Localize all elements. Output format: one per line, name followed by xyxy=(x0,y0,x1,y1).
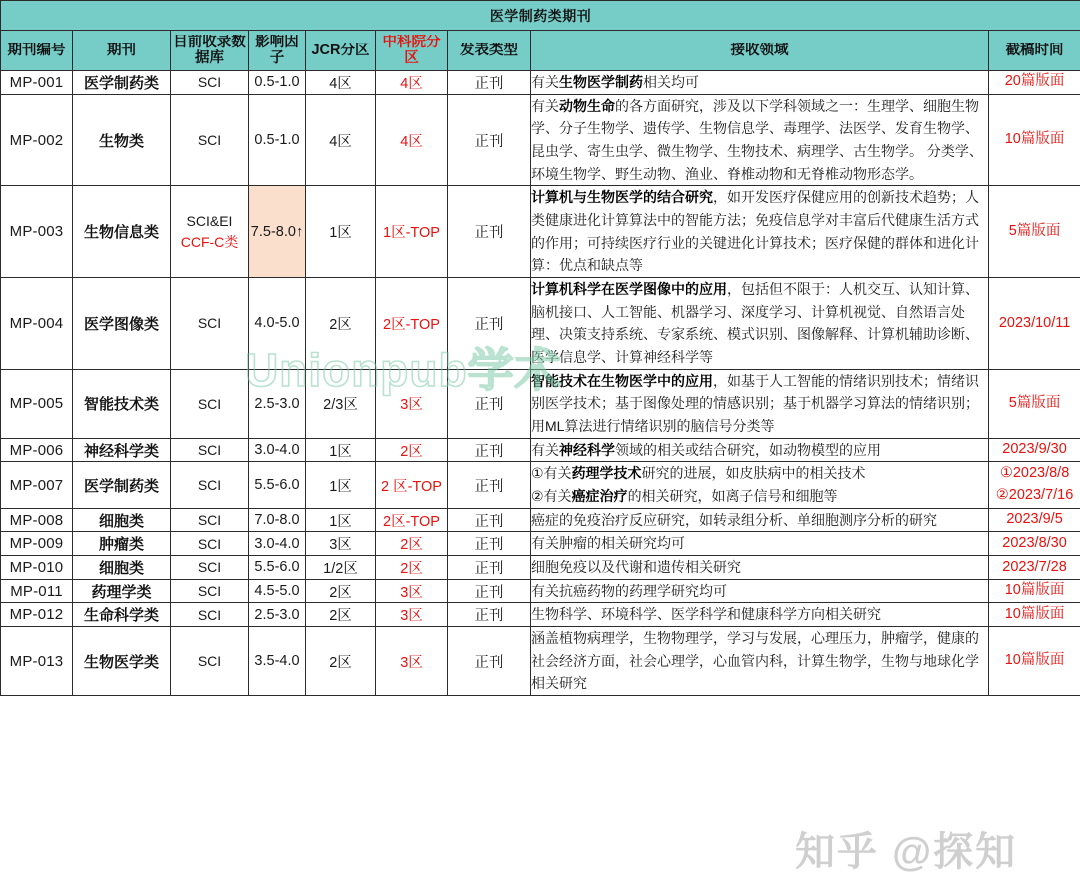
cell-database[interactable] xyxy=(171,627,249,696)
cell-cas-quartile[interactable]: 2区 xyxy=(376,556,448,580)
cell-journal-id[interactable]: MP-004 xyxy=(1,278,73,370)
table-row xyxy=(1,462,1080,508)
cell-publish-type[interactable]: 正刊 xyxy=(448,556,531,580)
cell-journal-id[interactable]: MP-011 xyxy=(1,579,73,603)
cell-jcr-quartile[interactable]: 1区 xyxy=(306,508,376,532)
table-title-row xyxy=(1,1,1080,31)
cell-jcr-quartile[interactable]: 2/3区 xyxy=(306,369,376,438)
field-suffix: 生物科学、环境科学、医学科学和健康科学方向相关研究 xyxy=(531,606,881,623)
column-header-impact-factor-label: 影响因子 xyxy=(255,35,299,66)
cell-impact-factor[interactable]: 0.5-1.0 xyxy=(249,71,306,95)
cell-publish-type[interactable]: 正刊 xyxy=(448,462,531,508)
field-suffix: 领域的相关或结合研究，如动物模型的应用 xyxy=(615,441,881,458)
table-row xyxy=(1,186,1080,278)
cell-cas-quartile[interactable]: 2区-TOP xyxy=(376,508,448,532)
cell-deadline[interactable]: 5篇版面 xyxy=(989,369,1080,438)
cell-publish-type[interactable]: 正刊 xyxy=(448,186,531,278)
field-suffix: 涵盖植物病理学，生物物理学，学习与发展，心理压力，肿瘤学，健康的社会经济方面，社会心理学，心血管内科，计算生物学，生物与地球化学相关研究 xyxy=(531,630,979,692)
page-title: 医学制药类期刊 xyxy=(1,1,1080,31)
table-body xyxy=(1,71,1080,696)
field-suffix: 相关均可 xyxy=(643,74,699,90)
column-header-deadline[interactable] xyxy=(989,31,1080,71)
cell-journal[interactable]: 智能技术类 xyxy=(73,369,171,438)
cell-field[interactable] xyxy=(531,603,989,627)
cell-journal-id[interactable]: MP-010 xyxy=(1,556,73,580)
cell-jcr-quartile[interactable]: 4区 xyxy=(306,71,376,95)
database-name: SCI xyxy=(197,131,222,148)
cell-field[interactable] xyxy=(531,369,989,438)
cell-journal-id[interactable]: MP-003 xyxy=(1,186,73,278)
cell-journal-id[interactable]: MP-008 xyxy=(1,508,73,532)
cell-publish-type[interactable]: 正刊 xyxy=(448,532,531,556)
field-bold-term: 生物医学制药 xyxy=(559,74,643,90)
field-suffix: ，如开发医疗保健应用的创新技术趋势；人类健康进化计算算法中的智能方法；免疫信息学对丰富后代健康生活方式的作用；可持续医疗行业的关键进化计算技术；医疗保健的群体和进化计算：优点和缺点等 xyxy=(531,189,979,274)
cell-deadline[interactable]: 10篇版面 xyxy=(989,579,1080,603)
database-name: SCI xyxy=(197,606,222,623)
cell-cas-quartile[interactable]: 3区 xyxy=(376,369,448,438)
cell-deadline[interactable]: 2023/7/28 xyxy=(989,556,1080,580)
database-ccf-note: CCF-C类 xyxy=(180,233,239,250)
cell-database[interactable] xyxy=(171,71,249,95)
column-header-jcr-label: JCR分区 xyxy=(311,42,370,58)
cell-publish-type[interactable]: 正刊 xyxy=(448,278,531,370)
cell-journal[interactable]: 生命科学类 xyxy=(73,603,171,627)
cell-field[interactable] xyxy=(531,186,989,278)
table-row xyxy=(1,508,1080,532)
cell-journal[interactable]: 医学制药类 xyxy=(73,462,171,508)
field-suffix: 的相关研究，如离子信号和细胞等 xyxy=(627,488,838,505)
cell-jcr-quartile[interactable]: 2区 xyxy=(306,579,376,603)
cell-database[interactable] xyxy=(171,603,249,627)
cell-database[interactable] xyxy=(171,556,249,580)
cell-database[interactable] xyxy=(171,579,249,603)
column-header-deadline-label: 截稿时间 xyxy=(1005,42,1064,58)
cell-database[interactable] xyxy=(171,94,249,186)
cell-jcr-quartile[interactable]: 4区 xyxy=(306,94,376,186)
cell-journal-id[interactable]: MP-005 xyxy=(1,369,73,438)
cell-field[interactable] xyxy=(531,278,989,370)
cell-deadline[interactable]: 10篇版面 xyxy=(989,603,1080,627)
cell-database[interactable] xyxy=(171,532,249,556)
deadline-line: ②2023/7/16 xyxy=(995,487,1074,504)
cell-database[interactable] xyxy=(171,462,249,508)
field-prefix: 有关 xyxy=(531,74,559,90)
table-row xyxy=(1,532,1080,556)
field-bold-term: 动物生命 xyxy=(559,97,615,114)
database-name: SCI xyxy=(197,441,222,458)
cell-field[interactable] xyxy=(531,508,989,532)
cell-journal-id[interactable]: MP-001 xyxy=(1,71,73,95)
database-name: SCI xyxy=(197,476,222,493)
cell-publish-type[interactable]: 正刊 xyxy=(448,438,531,462)
cell-jcr-quartile[interactable]: 1区 xyxy=(306,462,376,508)
cell-journal-id[interactable]: MP-006 xyxy=(1,438,73,462)
field-line xyxy=(531,485,988,508)
table-row xyxy=(1,369,1080,438)
table-row xyxy=(1,603,1080,627)
cell-deadline[interactable]: 2023/8/30 xyxy=(989,532,1080,556)
zhihu-watermark: 知乎 @探知 xyxy=(795,830,1018,874)
cell-cas-quartile[interactable]: 4区 xyxy=(376,71,448,95)
cell-cas-quartile[interactable]: 2 区-TOP xyxy=(376,462,448,508)
cell-journal-id[interactable]: MP-009 xyxy=(1,532,73,556)
cell-jcr-quartile[interactable]: 1区 xyxy=(306,438,376,462)
column-header-jcr[interactable] xyxy=(306,31,376,71)
database-name: SCI xyxy=(197,315,222,332)
field-bold-term: 计算机与生物医学的结合研究 xyxy=(531,189,713,206)
cell-publish-type[interactable]: 正刊 xyxy=(448,71,531,95)
cell-journal[interactable]: 药理学类 xyxy=(73,579,171,603)
cell-database[interactable] xyxy=(171,278,249,370)
field-suffix: 有关肿瘤的相关研究均可 xyxy=(531,535,685,552)
cell-impact-factor[interactable]: 4.0-5.0 xyxy=(249,278,306,370)
table-row xyxy=(1,71,1080,95)
cell-cas-quartile[interactable]: 2区-TOP xyxy=(376,278,448,370)
cell-journal-id[interactable]: MP-012 xyxy=(1,603,73,627)
column-header-impact-factor[interactable] xyxy=(249,31,306,71)
cell-cas-quartile[interactable]: 3区 xyxy=(376,627,448,696)
column-header-cas-label: 中科院分区 xyxy=(382,35,441,66)
cell-cas-quartile[interactable]: 2区 xyxy=(376,532,448,556)
cell-publish-type[interactable]: 正刊 xyxy=(448,627,531,696)
cell-impact-factor[interactable]: 4.5-5.0 xyxy=(249,579,306,603)
cell-impact-factor[interactable]: 0.5-1.0 xyxy=(249,94,306,186)
database-name: SCI xyxy=(197,74,222,91)
cell-jcr-quartile[interactable]: 2区 xyxy=(306,278,376,370)
cell-journal[interactable]: 医学图像类 xyxy=(73,278,171,370)
cell-deadline[interactable] xyxy=(989,462,1080,508)
cell-database[interactable] xyxy=(171,508,249,532)
column-header-journal-id-label: 期刊编号 xyxy=(7,42,66,58)
cell-jcr-quartile[interactable]: 2区 xyxy=(306,627,376,696)
column-header-field-label: 接收领域 xyxy=(730,42,789,58)
cell-journal[interactable]: 生物信息类 xyxy=(73,186,171,278)
table-row xyxy=(1,278,1080,370)
cell-jcr-quartile[interactable]: 3区 xyxy=(306,532,376,556)
cell-field[interactable] xyxy=(531,94,989,186)
database-name: SCI xyxy=(197,559,222,576)
cell-publish-type[interactable]: 正刊 xyxy=(448,369,531,438)
cell-deadline[interactable]: 10篇版面 xyxy=(989,627,1080,696)
cell-publish-type[interactable]: 正刊 xyxy=(448,579,531,603)
database-name: SCI xyxy=(197,582,222,599)
field-suffix: ，包括但不限于：人机交互、认知计算、脑机接口、人工智能、机器学习、深度学习、计算机视觉、自然语言处理、决策支持系统、专家系统、模式识别、图像解释、计算机辅助诊断、医学信息学、计算神经科学等 xyxy=(531,281,979,366)
cell-journal[interactable]: 肿瘤类 xyxy=(73,532,171,556)
table-row xyxy=(1,579,1080,603)
column-header-cas[interactable] xyxy=(376,31,448,71)
field-line xyxy=(531,462,988,485)
cell-impact-factor[interactable]: 7.0-8.0 xyxy=(249,508,306,532)
database-name: SCI xyxy=(197,395,222,412)
cell-cas-quartile[interactable]: 4区 xyxy=(376,94,448,186)
cell-impact-factor[interactable]: 2.5-3.0 xyxy=(249,603,306,627)
field-suffix: ，如基于人工智能的情绪识别技术；情绪识别医学技术；基于图像处理的情感识别；基于机器学习算法的情绪识别；用ML算法进行情绪识别的脑信号分类等 xyxy=(531,372,979,435)
cell-database[interactable] xyxy=(171,186,249,278)
cell-publish-type[interactable]: 正刊 xyxy=(448,508,531,532)
cell-jcr-quartile[interactable]: 2区 xyxy=(306,603,376,627)
cell-deadline[interactable]: 2023/9/30 xyxy=(989,438,1080,462)
field-bold-term: 癌症治疗 xyxy=(571,488,628,505)
cell-deadline[interactable]: 2023/10/11 xyxy=(989,278,1080,370)
field-suffix: 研究的进展，如皮肤病中的相关技术 xyxy=(641,465,866,482)
cell-journal[interactable]: 细胞类 xyxy=(73,556,171,580)
field-suffix: 细胞免疫以及代谢和遗传相关研究 xyxy=(531,559,741,576)
table-row xyxy=(1,556,1080,580)
column-header-field[interactable] xyxy=(531,31,989,71)
cell-cas-quartile[interactable]: 2区 xyxy=(376,438,448,462)
cell-field[interactable] xyxy=(531,532,989,556)
cell-publish-type[interactable]: 正刊 xyxy=(448,94,531,186)
cell-impact-factor[interactable]: 3.0-4.0 xyxy=(249,438,306,462)
column-header-publish-type[interactable] xyxy=(448,31,531,71)
cell-impact-factor[interactable]: 3.0-4.0 xyxy=(249,532,306,556)
cell-database[interactable] xyxy=(171,369,249,438)
cell-impact-factor[interactable]: 5.5-6.0 xyxy=(249,462,306,508)
cell-impact-factor[interactable]: 5.5-6.0 xyxy=(249,556,306,580)
cell-field[interactable] xyxy=(531,627,989,696)
field-prefix: ②有关 xyxy=(531,488,572,505)
cell-field[interactable] xyxy=(531,462,989,508)
field-bold-term: 神经科学 xyxy=(559,441,615,458)
cell-field[interactable] xyxy=(531,579,989,603)
cell-publish-type[interactable]: 正刊 xyxy=(448,603,531,627)
database-name: SCI xyxy=(197,652,222,669)
field-suffix: 的各方面研究，涉及以下学科领域之一：生理学、细胞生物学、分子生物学、遗传学、生物信息学、毒理学、法医学、发育生物学、昆虫学、寄生虫学、微生物学、生物技术、病理学、古生物学。 分类学、环境生物学、野生动物、渔业、脊椎动物和无脊椎动物形态学。 xyxy=(531,97,983,182)
column-header-database[interactable] xyxy=(171,31,249,71)
cell-journal-id[interactable]: MP-013 xyxy=(1,627,73,696)
field-suffix: 癌症的免疫治疗反应研究，如转录组分析、单细胞测序分析的研究 xyxy=(531,511,937,528)
column-header-journal[interactable] xyxy=(73,31,171,71)
column-header-journal-label: 期刊 xyxy=(107,42,136,58)
table-row xyxy=(1,438,1080,462)
cell-cas-quartile[interactable]: 3区 xyxy=(376,579,448,603)
field-bold-term: 计算机科学在医学图像中的应用 xyxy=(531,281,727,298)
cell-field[interactable] xyxy=(531,71,989,95)
unionpub-watermark: Unionpub学术 xyxy=(245,344,562,396)
field-prefix: 有关 xyxy=(531,97,559,114)
cell-database[interactable] xyxy=(171,438,249,462)
cell-field[interactable] xyxy=(531,556,989,580)
table-row xyxy=(1,627,1080,696)
cell-journal[interactable]: 生物医学类 xyxy=(73,627,171,696)
column-header-publish-type-label: 发表类型 xyxy=(460,42,518,58)
cell-impact-factor[interactable]: 3.5-4.0 xyxy=(249,627,306,696)
deadline-line: ①2023/8/8 xyxy=(999,465,1070,482)
field-prefix: 有关 xyxy=(531,441,559,458)
cell-impact-factor[interactable]: 7.5-8.0↑ xyxy=(249,186,306,278)
cell-field[interactable] xyxy=(531,438,989,462)
column-header-database-label: 目前收录数据库 xyxy=(173,35,246,66)
field-prefix: ①有关 xyxy=(531,465,572,482)
field-suffix: 有关抗癌药物的药理学研究均可 xyxy=(531,582,727,599)
cell-journal[interactable]: 神经科学类 xyxy=(73,438,171,462)
database-name: SCI xyxy=(197,511,222,528)
cell-deadline[interactable]: 20篇版面 xyxy=(989,71,1080,95)
cell-cas-quartile[interactable]: 1区-TOP xyxy=(376,186,448,278)
column-header-journal-id[interactable] xyxy=(1,31,73,71)
cell-journal[interactable]: 医学制药类 xyxy=(73,71,171,95)
cell-journal[interactable]: 生物类 xyxy=(73,94,171,186)
cell-deadline[interactable]: 2023/9/5 xyxy=(989,508,1080,532)
cell-journal-id[interactable]: MP-007 xyxy=(1,462,73,508)
table-row xyxy=(1,94,1080,186)
cell-journal-id[interactable]: MP-002 xyxy=(1,94,73,186)
table-header-row xyxy=(1,31,1080,71)
cell-deadline[interactable]: 5篇版面 xyxy=(989,186,1080,278)
cell-impact-factor[interactable]: 2.5-3.0 xyxy=(249,369,306,438)
database-name: SCI&EI xyxy=(186,213,233,230)
cell-journal[interactable]: 细胞类 xyxy=(73,508,171,532)
field-bold-term: 智能技术在生物医学中的应用 xyxy=(531,372,713,389)
database-name: SCI xyxy=(197,535,222,552)
cell-jcr-quartile[interactable]: 1区 xyxy=(306,186,376,278)
cell-jcr-quartile[interactable]: 1/2区 xyxy=(306,556,376,580)
field-bold-term: 药理学技术 xyxy=(571,465,642,482)
cell-deadline[interactable]: 10篇版面 xyxy=(989,94,1080,186)
cell-cas-quartile[interactable]: 3区 xyxy=(376,603,448,627)
